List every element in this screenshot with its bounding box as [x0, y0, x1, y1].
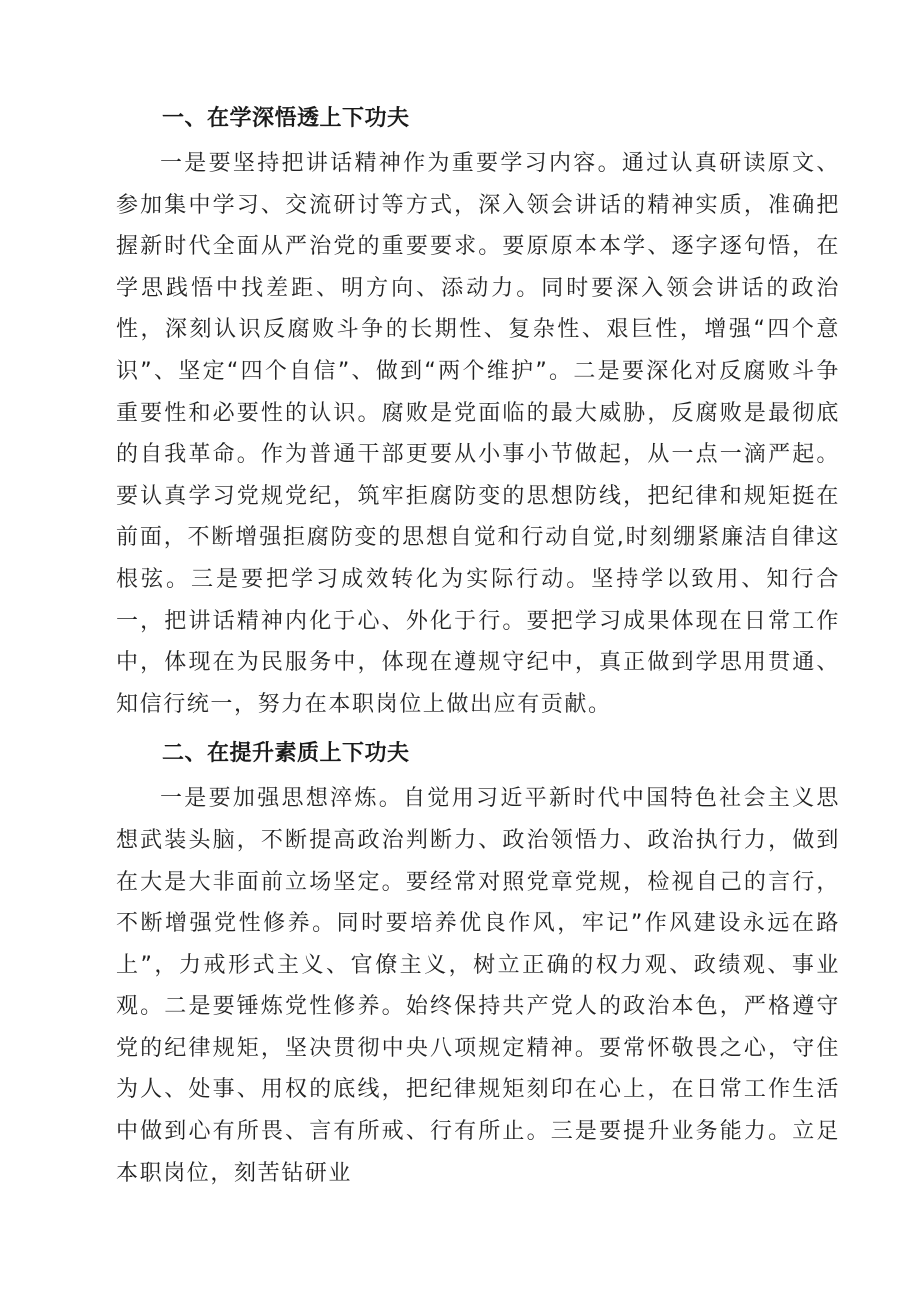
section-paragraph-2: 一是要加强思想淬炼。自觉用习近平新时代中国特色社会主义思想武装头脑，不断提高政治判断力、政治领悟力、政治执行力，做到在大是大非面前立场坚定。要经常对照党章党规，检视自己的言行，不断增强党性修养。同时要培养优良作风，牢记”作风建设永远在路上”，力戒形式主义、官僚主义，树立正确的权力观、政绩观、事业观。二是要锤炼党性修养。始终保持共产党人的政治本色，严格遵守党的纪律规矩，坚决贯彻中央八项规定精神。要常怀敬畏之心，守住为人、处事、用权的底线，把纪律规矩刻印在心上，在日常工作生活中做到心有所畏、言有所戒、行有所止。三是要提升业务能力。立足本职岗位，刻苦钻研业 — [116, 786, 840, 1186]
section-heading-2: 二、在提升素质上下功夫 — [162, 741, 410, 767]
section-paragraph-1: 一是要坚持把讲话精神作为重要学习内容。通过认真研读原文、参加集中学习、交流研讨等方式，深入领会讲话的精神实质，准确把握新时代全面从严治党的重要要求。要原原本本学、逐字逐句悟，在学思践悟中找差距、明方向、添动力。同时要深入领会讲话的政治性，深刻认识反腐败斗争的长期性、复杂性、艰巨性，增强“四个意识”、坚定“四个自信”、做到“两个维护”。二是要深化对反腐败斗争重要性和必要性的认识。腐败是党面临的最大威胁，反腐败是最彻底的自我革命。作为普通干部更要从小事小节做起，从一点一滴严起。要认真学习党规党纪，筑牢拒腐防变的思想防线，把纪律和规矩挺在前面，不断增强拒腐防变的思想自觉和行动自觉,时刻绷紧廉洁自律这根弦。三是要把学习成效转化为实际行动。坚持学以致用、知行合一，把讲话精神内化于心、外化于行。要把学习成果体现在日常工作中，体现在为民服务中，体现在遵规守纪中，真正做到学思用贯通、知信行统一，努力在本职岗位上做出应有贡献。 — [116, 151, 840, 717]
section-heading-1: 一、在学深悟透上下功夫 — [162, 106, 410, 131]
